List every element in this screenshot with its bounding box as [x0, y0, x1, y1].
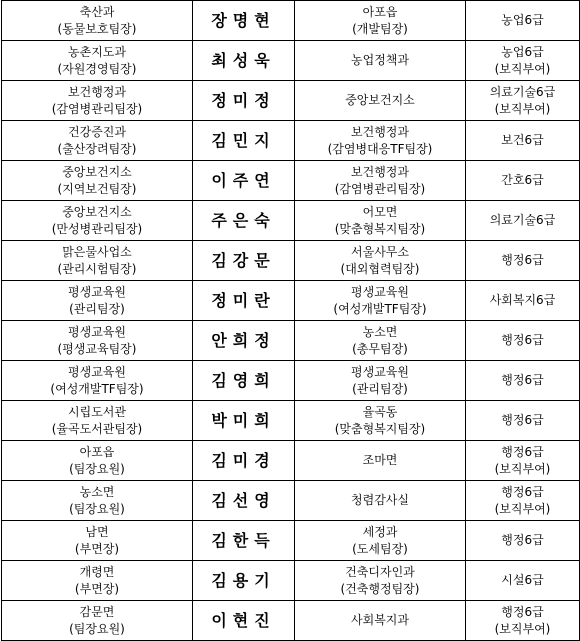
previous-position-cell	[2, 1, 193, 41]
previous-team: (여성개발TF팀장)	[50, 381, 144, 396]
employee-name: 정미정	[211, 91, 276, 110]
table-row	[2, 121, 580, 161]
grade-cell	[466, 361, 580, 401]
table-row	[2, 481, 580, 521]
grade: 행정6급	[501, 444, 544, 459]
new-position-cell	[295, 1, 466, 41]
table-row	[2, 601, 580, 641]
previous-department: 농소면	[79, 484, 115, 499]
employee-name: 이현진	[211, 611, 276, 630]
new-position-cell	[295, 521, 466, 561]
previous-position-cell	[2, 161, 193, 201]
grade: 농업6급	[501, 44, 544, 59]
new-position-cell	[295, 361, 466, 401]
grade-cell	[466, 281, 580, 321]
grade: 행정6급	[501, 484, 544, 499]
new-team: (감염병관리팀장)	[334, 181, 426, 196]
employee-name: 김선영	[211, 491, 276, 510]
grade-cell	[466, 441, 580, 481]
employee-name-cell	[193, 41, 295, 81]
new-department: 아포읍	[362, 4, 398, 19]
grade-cell	[466, 241, 580, 281]
grade: 의료기술6급	[489, 213, 556, 227]
new-department: 율곡동	[362, 404, 398, 419]
new-position-cell	[295, 321, 466, 361]
grade-note: (보직부여)	[494, 61, 551, 76]
previous-team: (부면장)	[74, 581, 120, 596]
new-position-cell	[295, 201, 466, 241]
previous-department: 개령면	[79, 564, 115, 579]
grade: 행정6급	[501, 373, 544, 387]
previous-team: (지역보건팀장)	[57, 181, 137, 196]
employee-name-cell	[193, 481, 295, 521]
employee-name-cell	[193, 361, 295, 401]
grade: 행정6급	[501, 533, 544, 547]
grade-cell	[466, 121, 580, 161]
new-position-cell	[295, 241, 466, 281]
grade: 행정6급	[501, 253, 544, 267]
new-team: (개발팀장)	[352, 21, 408, 36]
previous-position-cell	[2, 81, 193, 121]
new-department: 보건행정과	[351, 164, 409, 179]
new-team: (관리팀장)	[352, 381, 408, 396]
grade: 간호6급	[501, 173, 544, 187]
previous-department: 농촌지도과	[68, 44, 126, 59]
previous-position-cell	[2, 521, 193, 561]
employee-name-cell	[193, 121, 295, 161]
previous-position-cell	[2, 281, 193, 321]
grade: 행정6급	[501, 333, 544, 347]
new-department: 건축디자인과	[345, 564, 415, 579]
new-department: 사회복지과	[351, 613, 409, 627]
employee-name: 김한득	[211, 531, 276, 550]
new-team: (맞춤형복지팀장)	[334, 221, 426, 236]
employee-name-cell	[193, 561, 295, 601]
grade: 행정6급	[501, 413, 544, 427]
previous-department: 중앙보건지소	[62, 204, 132, 219]
employee-name-cell	[193, 321, 295, 361]
personnel-table	[1, 0, 580, 641]
employee-name-cell	[193, 281, 295, 321]
new-department: 어모면	[362, 204, 398, 219]
employee-name: 김용기	[211, 571, 276, 590]
table-row	[2, 441, 580, 481]
grade-note: (보직부여)	[494, 461, 551, 476]
employee-name: 김민지	[211, 131, 276, 150]
new-department: 조마면	[362, 453, 398, 467]
grade-cell	[466, 201, 580, 241]
previous-department: 맑은물사업소	[62, 244, 132, 259]
table-row	[2, 41, 580, 81]
new-department: 중앙보건지소	[345, 93, 415, 107]
employee-name: 김영희	[211, 371, 276, 390]
employee-name-cell	[193, 401, 295, 441]
previous-department: 아포읍	[79, 444, 115, 459]
previous-team: (동물보호팀장)	[57, 21, 137, 36]
grade-note: (보직부여)	[494, 101, 551, 116]
employee-name: 정미란	[211, 291, 276, 310]
previous-team: (관리시험팀장)	[57, 261, 137, 276]
new-position-cell	[295, 401, 466, 441]
employee-name-cell	[193, 201, 295, 241]
previous-position-cell	[2, 321, 193, 361]
grade-note: (보직부여)	[494, 501, 551, 516]
employee-name-cell	[193, 521, 295, 561]
employee-name: 장명현	[211, 11, 276, 30]
previous-team: (만성병관리팀장)	[51, 221, 143, 236]
new-team: (대외협력팀장)	[340, 261, 420, 276]
previous-department: 건강증진과	[68, 124, 126, 139]
employee-name: 김미경	[211, 451, 276, 470]
previous-position-cell	[2, 201, 193, 241]
table-row	[2, 201, 580, 241]
previous-position-cell	[2, 361, 193, 401]
table-row	[2, 361, 580, 401]
previous-department: 남면	[85, 524, 109, 539]
new-position-cell	[295, 481, 466, 521]
new-department: 평생교육원	[351, 364, 409, 379]
previous-department: 감문면	[79, 604, 115, 619]
grade: 농업6급	[501, 13, 544, 27]
employee-name-cell	[193, 241, 295, 281]
grade: 행정6급	[501, 604, 544, 619]
employee-name: 김강문	[211, 251, 276, 270]
previous-team: (자원경영팀장)	[57, 61, 137, 76]
previous-position-cell	[2, 401, 193, 441]
grade-cell	[466, 1, 580, 41]
new-team: (건축행정팀장)	[340, 581, 420, 596]
previous-department: 축산과	[79, 4, 115, 19]
new-position-cell	[295, 281, 466, 321]
employee-name: 안희정	[211, 331, 276, 350]
new-department: 청렴감사실	[351, 493, 409, 507]
grade-cell	[466, 521, 580, 561]
previous-team: (관리팀장)	[69, 301, 125, 316]
employee-name: 주은숙	[211, 211, 276, 230]
table-row	[2, 401, 580, 441]
previous-position-cell	[2, 241, 193, 281]
table-row	[2, 1, 580, 41]
previous-department: 평생교육원	[68, 364, 126, 379]
new-position-cell	[295, 441, 466, 481]
new-position-cell	[295, 41, 466, 81]
previous-team: (출산장려팀장)	[57, 141, 137, 156]
new-team: (여성개발TF팀장)	[333, 301, 427, 316]
new-department: 평생교육원	[351, 284, 409, 299]
grade-cell	[466, 81, 580, 121]
grade-cell	[466, 321, 580, 361]
new-team: (도세팀장)	[352, 541, 408, 556]
employee-name: 이주연	[211, 171, 276, 190]
previous-position-cell	[2, 121, 193, 161]
employee-name: 박미희	[211, 411, 276, 430]
grade-cell	[466, 561, 580, 601]
table-row	[2, 521, 580, 561]
new-team: (총무팀장)	[352, 341, 408, 356]
previous-team: (팀장요원)	[69, 501, 125, 516]
new-team: (감염병대응TF팀장)	[327, 141, 433, 156]
previous-team: (팀장요원)	[69, 461, 125, 476]
grade-cell	[466, 601, 580, 641]
grade-cell	[466, 481, 580, 521]
employee-name-cell	[193, 81, 295, 121]
previous-position-cell	[2, 41, 193, 81]
new-position-cell	[295, 561, 466, 601]
new-position-cell	[295, 161, 466, 201]
employee-name-cell	[193, 1, 295, 41]
previous-department: 보건행정과	[68, 84, 126, 99]
previous-team: (평생교육팀장)	[57, 341, 137, 356]
new-department: 농소면	[362, 324, 398, 339]
previous-department: 시립도서관	[68, 404, 126, 419]
employee-name: 최성욱	[211, 51, 276, 70]
table-row	[2, 81, 580, 121]
new-position-cell	[295, 81, 466, 121]
previous-position-cell	[2, 561, 193, 601]
employee-name-cell	[193, 441, 295, 481]
grade-cell	[466, 401, 580, 441]
previous-department: 평생교육원	[68, 284, 126, 299]
employee-name-cell	[193, 601, 295, 641]
previous-position-cell	[2, 481, 193, 521]
grade-note: (보직부여)	[494, 621, 551, 636]
previous-department: 중앙보건지소	[62, 164, 132, 179]
new-position-cell	[295, 601, 466, 641]
grade: 의료기술6급	[489, 84, 556, 99]
previous-team: (부면장)	[74, 541, 120, 556]
new-department: 서울사무소	[351, 244, 409, 259]
grade: 사회복지6급	[489, 293, 556, 307]
table-row	[2, 281, 580, 321]
previous-position-cell	[2, 601, 193, 641]
table-row	[2, 321, 580, 361]
new-department: 보건행정과	[351, 124, 409, 139]
previous-team: (율곡도서관팀장)	[51, 421, 143, 436]
grade: 보건6급	[501, 133, 544, 147]
new-position-cell	[295, 121, 466, 161]
grade-cell	[466, 41, 580, 81]
employee-name-cell	[193, 161, 295, 201]
new-department: 세정과	[362, 524, 398, 539]
new-department: 농업정책과	[351, 53, 409, 67]
table-row	[2, 241, 580, 281]
grade: 시설6급	[501, 573, 544, 587]
previous-position-cell	[2, 441, 193, 481]
previous-team: (팀장요원)	[69, 621, 125, 636]
previous-team: (감염병관리팀장)	[51, 101, 143, 116]
grade-cell	[466, 161, 580, 201]
table-row	[2, 161, 580, 201]
previous-department: 평생교육원	[68, 324, 126, 339]
personnel-table-body	[2, 1, 580, 641]
table-row	[2, 561, 580, 601]
new-team: (맞춤형복지팀장)	[334, 421, 426, 436]
